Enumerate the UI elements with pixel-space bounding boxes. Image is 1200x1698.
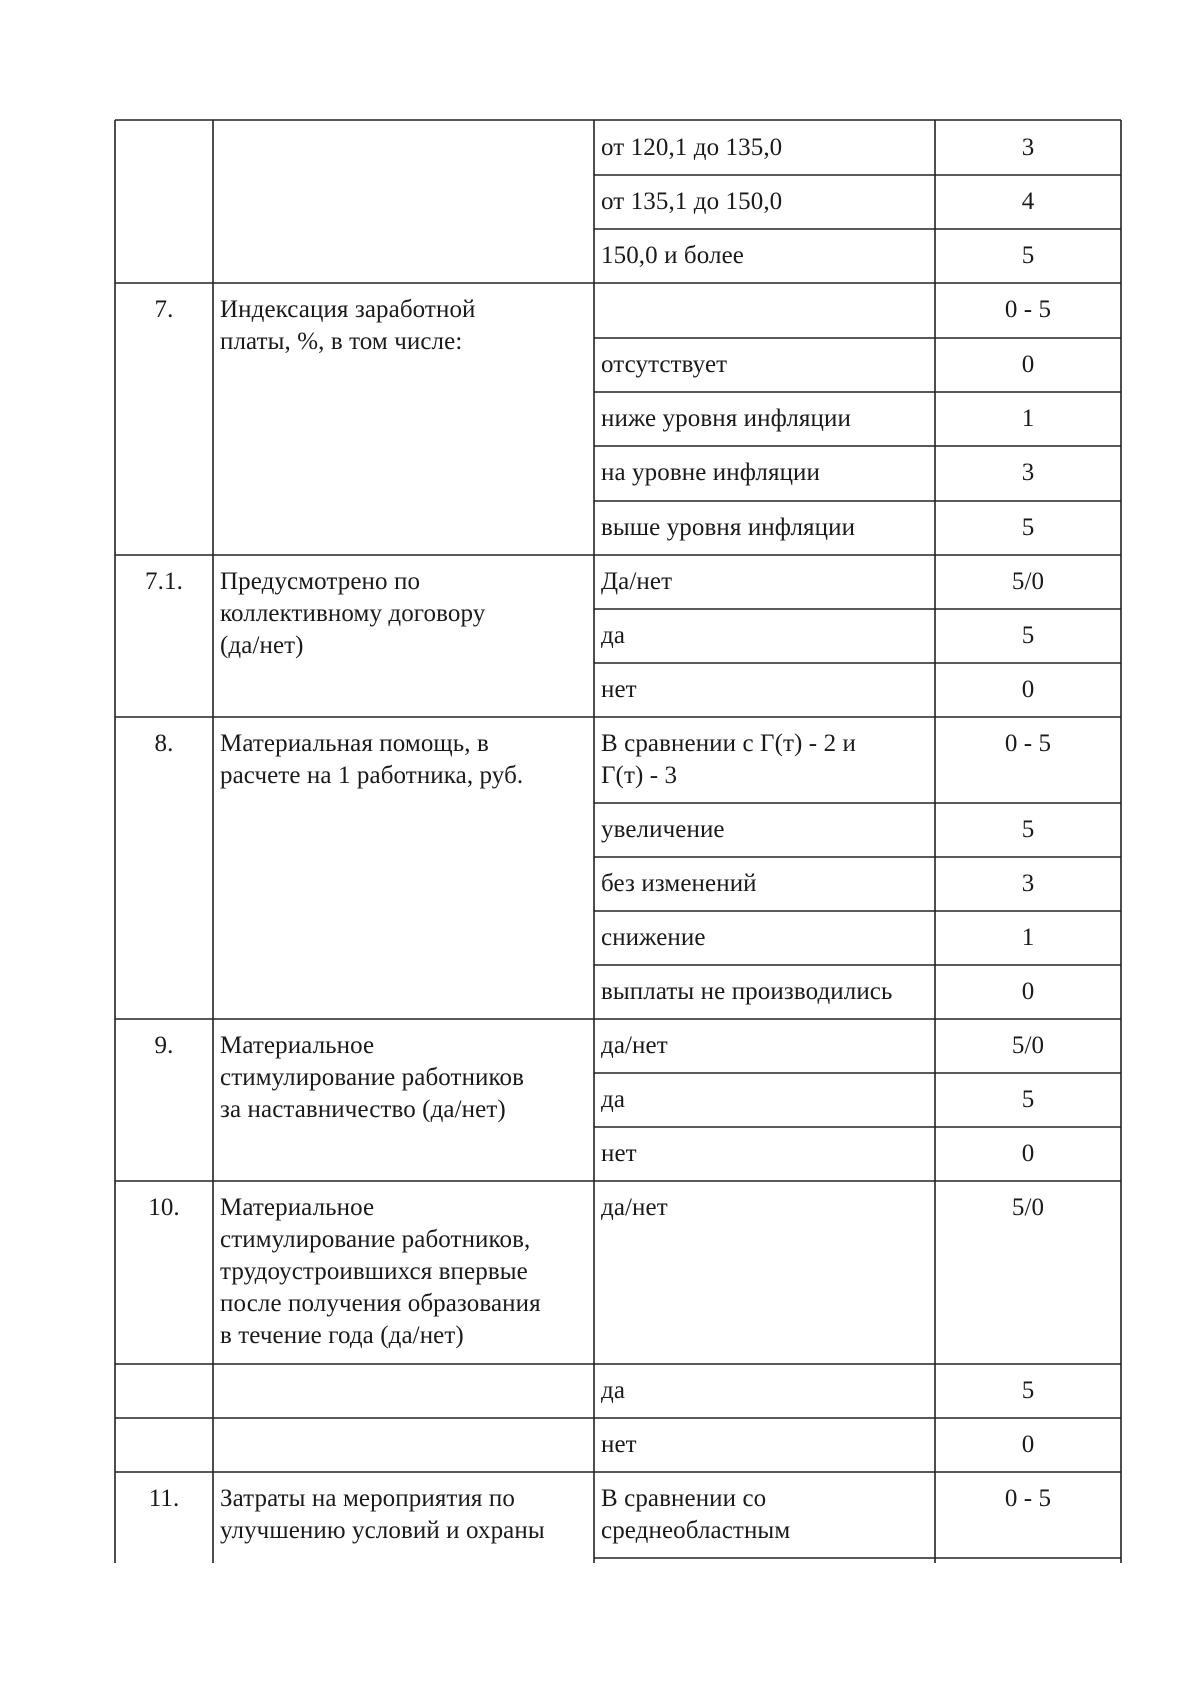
row-number: 7.1. (145, 568, 183, 595)
option-score: 1 (1021, 405, 1035, 432)
option-label: В сравнении со среднеобластным (601, 1485, 791, 1544)
option-score: 5 (1021, 242, 1035, 269)
option-score: 0 - 5 (1004, 1485, 1052, 1512)
option-label: В сравнении с Г(т) - 2 и Г(т) - 3 (601, 730, 857, 789)
option-label: нет (601, 676, 637, 703)
option-label: Да/нет (601, 568, 673, 595)
option-score: 0 - 5 (1004, 730, 1052, 757)
criterion-text: Затраты на мероприятия по улучшению условий и охраны (220, 1485, 545, 1544)
option-label: выплаты не производились (601, 978, 893, 1005)
option-score: 5 (1021, 1377, 1035, 1404)
option-score: 1 (1021, 924, 1035, 951)
option-label: выше уровня инфляции (601, 514, 856, 541)
option-score: 3 (1021, 870, 1035, 897)
option-label: от 120,1 до 135,0 (601, 134, 783, 161)
option-label: отсутствует (601, 351, 728, 378)
option-score: 0 (1021, 978, 1035, 1005)
option-label: нет (601, 1431, 637, 1458)
row-number: 8. (154, 730, 174, 757)
option-label: 150,0 и более (601, 242, 744, 269)
option-label: да (601, 1086, 626, 1113)
option-label: да (601, 622, 626, 649)
option-score: 5/0 (1011, 1032, 1045, 1059)
option-score: 5 (1021, 1086, 1035, 1113)
option-label: без изменений (601, 870, 757, 897)
option-score: 0 - 5 (1004, 296, 1052, 323)
option-label: да/нет (601, 1194, 668, 1221)
option-score: 3 (1021, 459, 1035, 486)
option-score: 5/0 (1011, 1194, 1045, 1221)
option-label: да (601, 1377, 626, 1404)
criterion-text: Материальное стимулирование работников, трудоустроившихся впервые после получения образования в течение года (да/нет) (220, 1194, 541, 1349)
row-number: 9. (154, 1032, 174, 1059)
option-score: 0 (1021, 1140, 1035, 1167)
criterion-text: Индексация заработной платы, %, в том числе: (220, 296, 476, 355)
option-score: 4 (1021, 188, 1035, 215)
option-score: 0 (1021, 351, 1035, 378)
option-score: 0 (1021, 1431, 1035, 1458)
row-number: 10. (148, 1194, 180, 1221)
option-score: 5 (1021, 622, 1035, 649)
option-label: снижение (601, 924, 706, 951)
option-label: нет (601, 1140, 637, 1167)
option-score: 5/0 (1011, 568, 1045, 595)
option-score: 0 (1021, 676, 1035, 703)
option-label: ниже уровня инфляции (601, 405, 851, 432)
option-label: на уровне инфляции (601, 459, 820, 486)
option-label: от 135,1 до 150,0 (601, 188, 783, 215)
criterion-text: Материальное стимулирование работников за наставничество (да/нет) (220, 1032, 525, 1123)
criterion-text: Предусмотрено по коллективному договору (да/нет) (220, 568, 486, 659)
option-score: 3 (1021, 134, 1035, 161)
option-score: 5 (1021, 514, 1035, 541)
option-label: увеличение (601, 816, 725, 843)
criterion-text: Материальная помощь, в расчете на 1 работника, руб. (220, 730, 524, 789)
option-label: да/нет (601, 1032, 668, 1059)
row-number: 7. (154, 296, 174, 323)
option-score: 5 (1021, 816, 1035, 843)
row-number: 11. (148, 1485, 180, 1512)
